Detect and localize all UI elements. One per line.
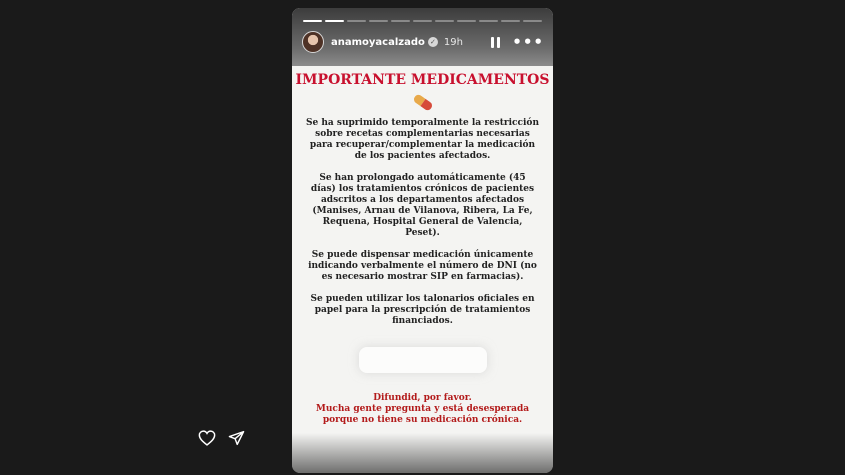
avatar[interactable]	[302, 31, 324, 53]
story-content	[292, 66, 553, 373]
pause-icon[interactable]	[491, 37, 500, 48]
progress-segment	[391, 20, 410, 22]
progress-segment	[325, 20, 344, 22]
pill-icon	[412, 93, 434, 112]
story-header	[302, 30, 544, 54]
progress-segment	[347, 20, 366, 22]
verified-badge-icon: ✓	[428, 37, 438, 47]
progress-segment	[479, 20, 498, 22]
progress-segment	[501, 20, 520, 22]
paragraph-talonarios: Se pueden utilizar los talonarios oficiales en papel para la prescripción de tratamientos financiados.	[310, 294, 535, 326]
footer-line: Mucha gente pregunta y está desesperada	[315, 404, 530, 414]
progress-segment	[369, 20, 388, 22]
post-footer	[292, 393, 553, 426]
story-bottom-gradient	[292, 433, 553, 473]
paragraph-treatments: Se han prolongado automáticamente (45 días) los tratamientos crónicos de pacientes adscritos a los departamentos afectados (Manises, Arnau de Vilanova, Ribera, La Fe, Requena, Hospital General de Valencia, Peset).	[310, 173, 535, 238]
paragraph-restriction: Se ha suprimido temporalmente la restricción sobre recetas complementarias necesarias para recuperar/complementar la medicación de los pacientes afectados.	[306, 118, 539, 161]
heart-icon[interactable]	[198, 430, 216, 446]
progress-segment	[303, 20, 322, 22]
post-title: IMPORTANTE MEDICAMENTOS	[295, 72, 550, 88]
post-time: 19h	[443, 36, 463, 48]
progress-segment	[523, 20, 542, 22]
paragraph-dni: Se puede dispensar medicación únicamente indicando verbalmente el número de DNI (no es necesario mostrar SIP en farmacias).	[308, 250, 537, 282]
blurred-sticker	[359, 347, 487, 373]
story-actions	[198, 430, 245, 446]
progress-segment	[435, 20, 454, 22]
more-icon[interactable]: •••	[512, 33, 544, 51]
progress-segment	[457, 20, 476, 22]
story-viewer[interactable]	[292, 8, 553, 473]
username-link[interactable]: anamoyacalzado	[331, 36, 425, 48]
footer-line: porque no tiene su medicación crónica.	[322, 415, 523, 425]
progress-segment	[413, 20, 432, 22]
story-progress-bar	[303, 20, 542, 22]
send-icon[interactable]	[228, 430, 245, 446]
footer-line: Difundid, por favor.	[373, 393, 472, 403]
